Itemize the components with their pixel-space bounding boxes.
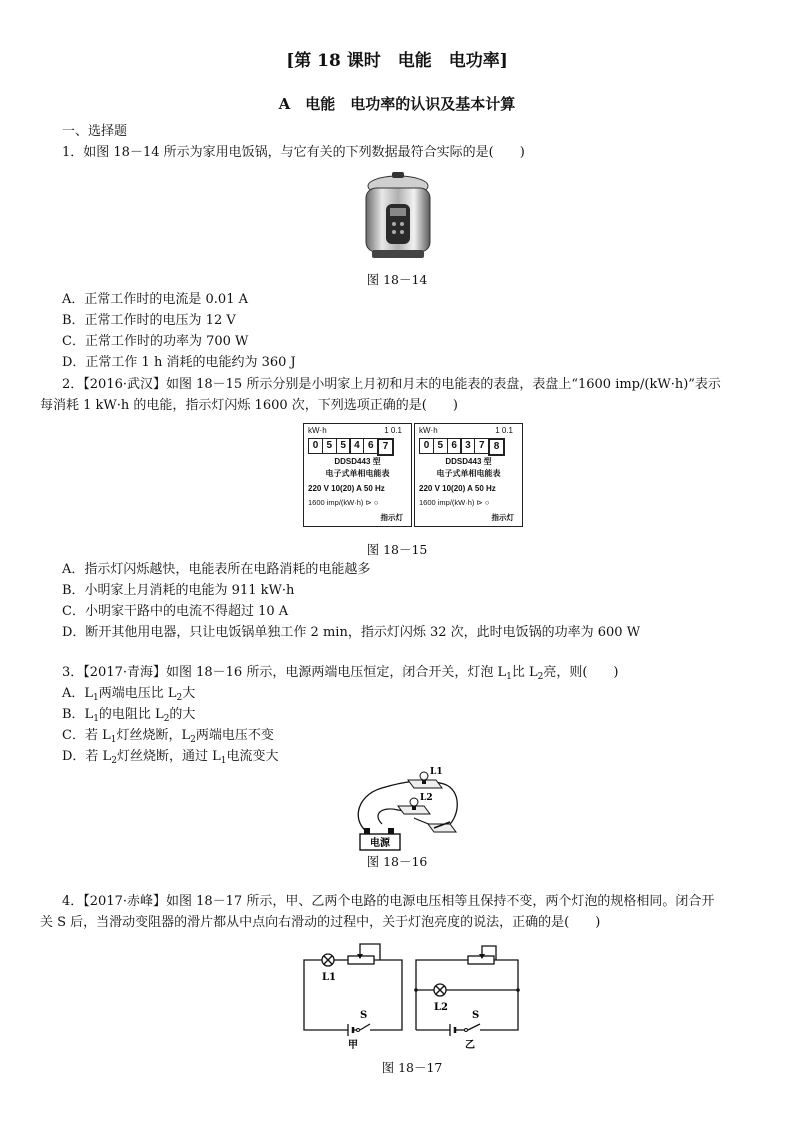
meter-spec: 220 V 10(20) A 50 Hz bbox=[308, 484, 385, 493]
meter-digit: 5 bbox=[322, 438, 337, 454]
meter-scale: 1 0.1 bbox=[495, 426, 513, 435]
right-lamp-label: L2 bbox=[434, 1002, 448, 1013]
section-title: A 电能 电功率的认识及基本计算 bbox=[278, 95, 516, 113]
q1-option-c: C．正常工作时的功率为 700 W bbox=[62, 334, 249, 349]
meter-spec: 220 V 10(20) A 50 Hz bbox=[419, 484, 496, 493]
q1-option-d: D．正常工作 1 h 消耗的电能约为 360 J bbox=[62, 355, 296, 370]
meter-digit: 5 bbox=[433, 438, 448, 454]
q2-option-c: C．小明家干路中的电流不得超过 10 A bbox=[62, 604, 289, 619]
meter-name: 电子式单相电能表 bbox=[325, 469, 390, 478]
q1-option-a: A．正常工作时的电流是 0.01 A bbox=[62, 292, 248, 307]
q2-stem-line1: 2．【2016·武汉】如图 18－15 所示分别是小明家上月初和月末的电能表的表盘，表盘上“1600 imp/(kW·h)”表示 bbox=[62, 377, 721, 392]
q3-option-c: C．若 $L_1$灯丝烧断，$L_2$两端电压不变 bbox=[62, 728, 274, 745]
q2-caption: 图 18－15 bbox=[366, 542, 428, 557]
q3-option-b: B．$L_1$的电阻比 $L_2$的大 bbox=[62, 707, 196, 724]
q1-caption: 图 18－14 bbox=[366, 272, 428, 287]
meter-digit: 5 bbox=[336, 438, 351, 454]
meter-imp: 1600 imp/(kW·h) ⊳ ○ bbox=[308, 498, 379, 507]
meter-unit: kW·h bbox=[308, 426, 327, 435]
q3-circuit-figure bbox=[352, 766, 462, 852]
rice-cooker-figure bbox=[358, 166, 438, 266]
lesson-title: [第 18 课时 电能 电功率] bbox=[286, 51, 508, 71]
q4-stem-line1: 4．【2017·赤峰】如图 18－17 所示，甲、乙两个电路的电源电压相等且保持不变，两个灯泡的规格相同。闭合开 bbox=[62, 894, 715, 909]
meter-digit: 8 bbox=[488, 438, 505, 456]
left-lamp-label: L1 bbox=[322, 972, 336, 983]
meter-scale: 1 0.1 bbox=[384, 426, 402, 435]
meter-digit: 6 bbox=[447, 438, 462, 454]
q2-option-a: A．指示灯闪烁越快，电能表所在电路消耗的电能越多 bbox=[62, 562, 371, 577]
meter-digits bbox=[419, 438, 504, 456]
q2-option-d: D．断开其他用电器，只让电饭锅单独工作 2 min，指示灯闪烁 32 次，此时电饭锅的功率为 600 W bbox=[62, 625, 641, 640]
right-switch-label: S bbox=[472, 1010, 480, 1021]
lamp2-label: L2 bbox=[420, 793, 433, 803]
meter-model: DDSD443 型 bbox=[334, 457, 381, 466]
meter-indicator-label: 指示灯 bbox=[380, 513, 403, 522]
q4-circuit-right bbox=[410, 938, 524, 1050]
lamp1-label: L1 bbox=[430, 767, 443, 777]
meter-name: 电子式单相电能表 bbox=[436, 469, 501, 478]
meter-digit: 0 bbox=[419, 438, 434, 454]
meter-digit: 7 bbox=[474, 438, 489, 454]
q3-stem: 3．【2017·青海】如图 18－16 所示，电源两端电压恒定，闭合开关，灯泡 $L_1$比 $L_2$亮，则( ) bbox=[62, 665, 619, 682]
meter-digits bbox=[308, 438, 393, 456]
energy-meter-right bbox=[414, 423, 523, 527]
meter-indicator-label: 指示灯 bbox=[491, 513, 514, 522]
part-heading: 一、选择题 bbox=[62, 124, 128, 139]
left-circuit-label: 甲 bbox=[348, 1040, 358, 1050]
q2-option-b: B．小明家上月消耗的电能为 911 kW·h bbox=[62, 583, 295, 598]
meter-imp: 1600 imp/(kW·h) ⊳ ○ bbox=[419, 498, 490, 507]
q3-option-d: D．若 $L_2$灯丝烧断，通过 $L_1$电流变大 bbox=[62, 749, 279, 766]
meter-digit: 0 bbox=[308, 438, 323, 454]
meter-digit: 7 bbox=[377, 438, 394, 456]
pulse-arrow-icon: ⊳ ○ bbox=[476, 498, 490, 507]
left-switch-label: S bbox=[360, 1010, 368, 1021]
q1-option-b: B．正常工作时的电压为 12 V bbox=[62, 313, 236, 328]
meter-unit: kW·h bbox=[419, 426, 438, 435]
q4-caption: 图 18－17 bbox=[381, 1060, 443, 1075]
meter-digit: 4 bbox=[349, 438, 364, 454]
right-circuit-label: 乙 bbox=[465, 1040, 475, 1050]
pulse-arrow-icon: ⊳ ○ bbox=[365, 498, 379, 507]
q1-stem: 1．如图 18－14 所示为家用电饭锅，与它有关的下列数据最符合实际的是( ) bbox=[62, 145, 525, 160]
q4-circuit-left bbox=[298, 938, 408, 1050]
q2-stem-line2: 每消耗 1 kW·h 的电能，指示灯闪烁 1600 次，下列选项正确的是( ) bbox=[40, 398, 458, 413]
q3-option-a: A．$L_1$两端电压比 $L_2$大 bbox=[62, 686, 196, 703]
meter-digit: 3 bbox=[460, 438, 475, 454]
meter-digit: 6 bbox=[363, 438, 378, 454]
meter-model: DDSD443 型 bbox=[445, 457, 492, 466]
energy-meter-left bbox=[303, 423, 412, 527]
q3-caption: 图 18－16 bbox=[366, 854, 428, 869]
power-source-label: 电源 bbox=[370, 838, 390, 849]
q4-stem-line2: 关 S 后，当滑动变阻器的滑片都从中点向右滑动的过程中，关于灯泡亮度的说法，正确的是( ) bbox=[40, 915, 601, 930]
